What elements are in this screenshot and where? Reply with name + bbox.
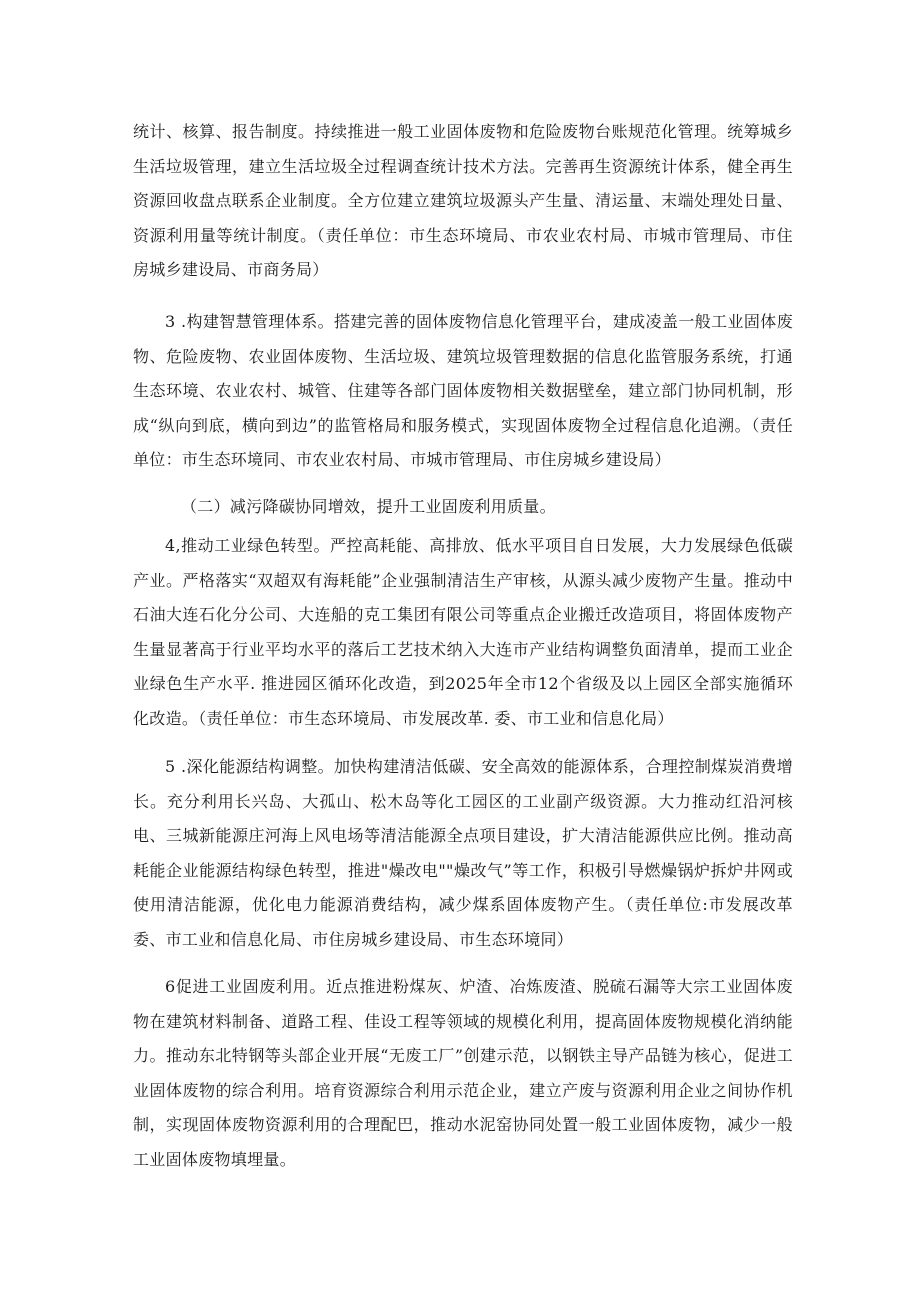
paragraph-industrial-green-transition: 4,推动工业绿色转型。严控高耗能、高排放、低水平项目自日发展，大力发展绿色低碳产业。严格落实“双超双有海耗能”企业强制清洁生产审核，从源头减少废物产生量。推动中石油大连石化分公司、大连船的克工集团有限公司等重点企业搬迁改造项目，将固体废物产生量显著高于行业平均水平的落后工艺技术纳入大连市产业结构调整负面清单，提而工业企业绿色生产水平. 推进园区循环化改造，到2025年全市12个省级及以上园区全部实施循环化改造。（责任单位：市生态环境局、市发展改革. 委、市工业和信息化局） — [133, 536, 793, 728]
paragraph-energy-structure: 5 .深化能源结构调整。加快构建清洁低碳、安全高效的能源体系，合理控制煤炭消费增长。充分利用长兴岛、大孤山、松木岛等化工园区的工业副产级资源。大力推动红沿河核电、三城新能源庄河海上风电场等清洁能源全点项目建设，扩大清洁能源供应比例。推动高耗能企业能源结构绿色转型，推进"燥改电""燥改气”等工作，积极引导燃燥锅炉拆炉井网或使用清洁能源，优化电力能源消费结构，减少煤系固体废物产生。（责任单位:市发展改革委、市工业和信息化局、市住房城乡建设局、市生态环境同） — [133, 757, 793, 949]
paragraph-smart-management: 3 .构建智慧管理体系。搭建完善的固体废物信息化管理平台，建成凌盖一般工业固体废物、危险废物、农业固体废物、生活垃圾、建筑垃圾管理数据的信息化监管服务系统，打通生态环境、农业农村、城管、住建等各部门固体废物相关数据壁垒，建立部门协同机制，形成“纵向到底，横向到边”的监管格局和服务模式，实现固体废物全过程信息化追溯。（责任单位：市生态环境同、市农业农村局、市城市管理局、市住房城乡建设局） — [133, 312, 793, 470]
paragraph-statistics-system: 统计、核算、报告制度。持续推进一般工业固体废物和危险废物台账规范化管理。统筹城乡生活垃圾管理，建立生活垃圾全过程调查统计技术方法。完善再生资源统计体系，健全再生资源回收盘点联系企业制度。全方位建立建筑垃圾源头产生量、清运量、末端处理处日量、资源利用量等统计制度。（责任单位：市生态环境局、市农业农村局、市城市管理局、市住房城乡建设局、市商务局） — [133, 122, 793, 280]
paragraph-industrial-waste-utilization: 6促进工业固废利用。近点推进粉煤灰、炉渣、冶炼废渣、脱硫石漏等大宗工业固体废物在建筑材料制备、道路工程、佳设工程等领域的规模化利用，提高固体废物规模化消纳能力。推动东北特钢等头部企业开展“无废工厂”创建示范，以钢铁主导产品链为核心，促进工业固体废物的综合利用。培育资源综合利用示范企业，建立产废与资源利用企业之间协作机制，实现固体废物资源利用的合理配巴，推动水泥窑协同处置一般工业固体废物，减少一般工业固体废物填埋量。 — [133, 977, 793, 1169]
section-heading-pollution-carbon: （二）减污降碳协同增效，提升工业固废利用质量。 — [181, 497, 556, 516]
